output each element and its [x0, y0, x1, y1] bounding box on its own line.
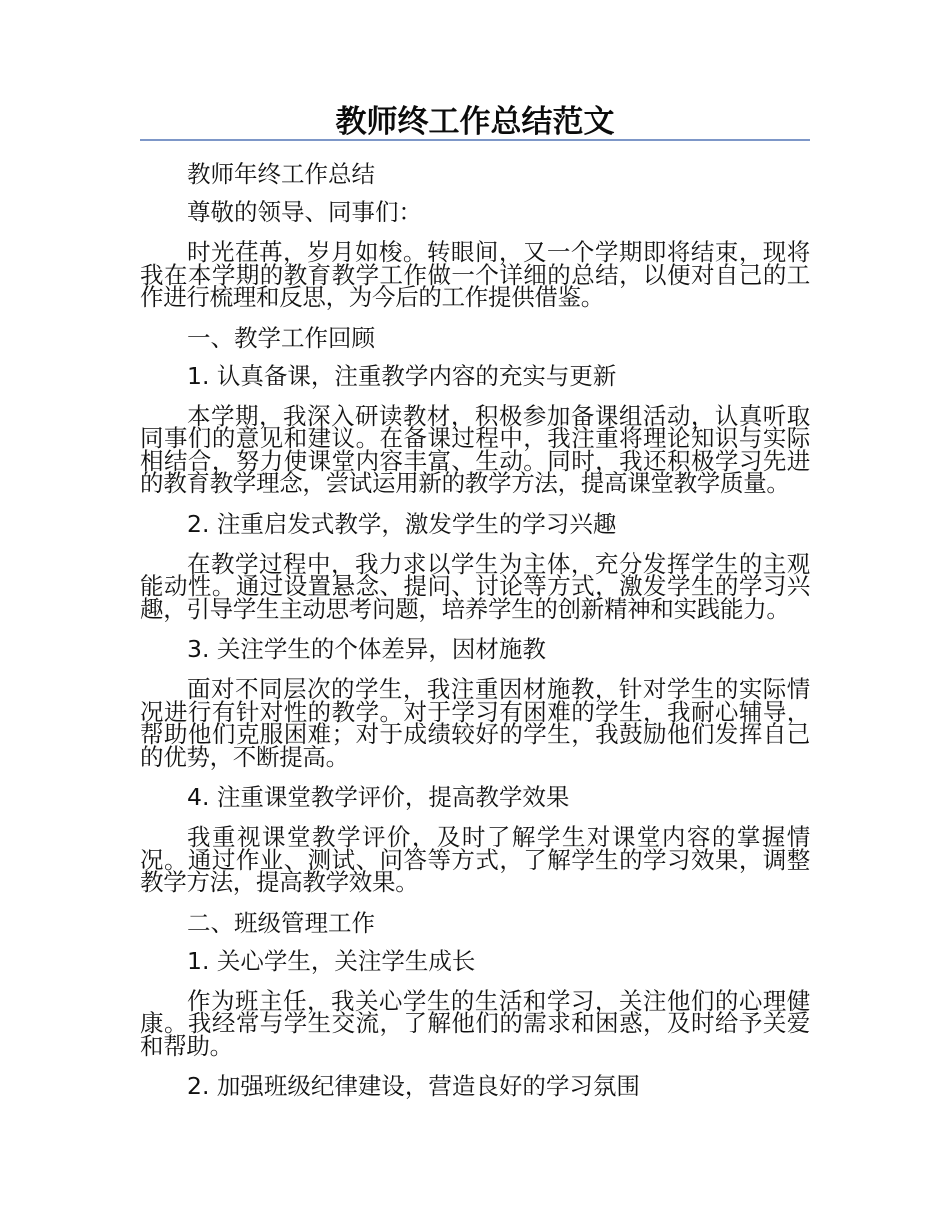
section-heading: 二、班级管理工作 — [187, 908, 375, 937]
salutation: 尊敬的领导、同事们： — [187, 198, 422, 226]
document-body — [140, 155, 810, 1105]
body-paragraph: 在教学过程中，我力求以学生为主体，充分发挥学生的主观能动性。通过设置悬念、提问、讨论等方式，激发学生的学习兴趣，引导学生主动思考问题，培养学生的创新精神和实践能力。 — [140, 549, 810, 623]
subsection-heading: 4. 注重课堂教学评价，提高教学效果 — [187, 783, 570, 811]
body-paragraph: 作为班主任，我关心学生的生活和学习，关注他们的心理健康。我经常与学生交流，了解他们的需求和困惑，及时给予关爱和帮助。 — [140, 986, 810, 1060]
title-underline — [140, 139, 810, 141]
subsection-heading: 2. 加强班级纪律建设，营造良好的学习氛围 — [187, 1072, 640, 1100]
body-paragraph: 面对不同层次的学生，我注重因材施教，针对学生的实际情况进行有针对性的教学。对于学习有困难的学生，我耐心辅导，帮助他们克服困难；对于成绩较好的学生，我鼓励他们发挥自己的优势，不断提高。 — [140, 675, 810, 771]
subsection-heading: 2. 注重启发式教学，激发学生的学习兴趣 — [187, 509, 617, 538]
body-paragraph: 我重视课堂教学评价，及时了解学生对课堂内容的掌握情况。通过作业、测试、问答等方式，了解学生的学习效果，调整教学方法，提高教学效果。 — [140, 823, 810, 896]
document-title: 教师终工作总结范文 — [335, 104, 615, 140]
subsection-heading: 1. 认真备课，注重教学内容的充实与更新 — [187, 361, 617, 390]
subsection-heading: 1. 关心学生，关注学生成长 — [187, 946, 476, 975]
section-heading: 教师年终工作总结 — [187, 160, 375, 188]
section-heading: 一、教学工作回顾 — [187, 323, 375, 352]
subsection-heading: 3. 关注学生的个体差异，因材施教 — [187, 635, 546, 663]
body-paragraph: 本学期，我深入研读教材，积极参加备课组活动，认真听取同事们的意见和建议。在备课过程中，我注重将理论知识与实际相结合，努力使课堂内容丰富、生动。同时，我还积极学习先进的教育教学理念，尝试运用新的教学方法，提高课堂教学质量。 — [140, 401, 810, 497]
body-paragraph: 时光荏苒，岁月如梭。转眼间，又一个学期即将结束，现将我在本学期的教育教学工作做一个详细的总结，以便对自己的工作进行梳理和反思，为今后的工作提供借鉴。 — [140, 238, 810, 311]
